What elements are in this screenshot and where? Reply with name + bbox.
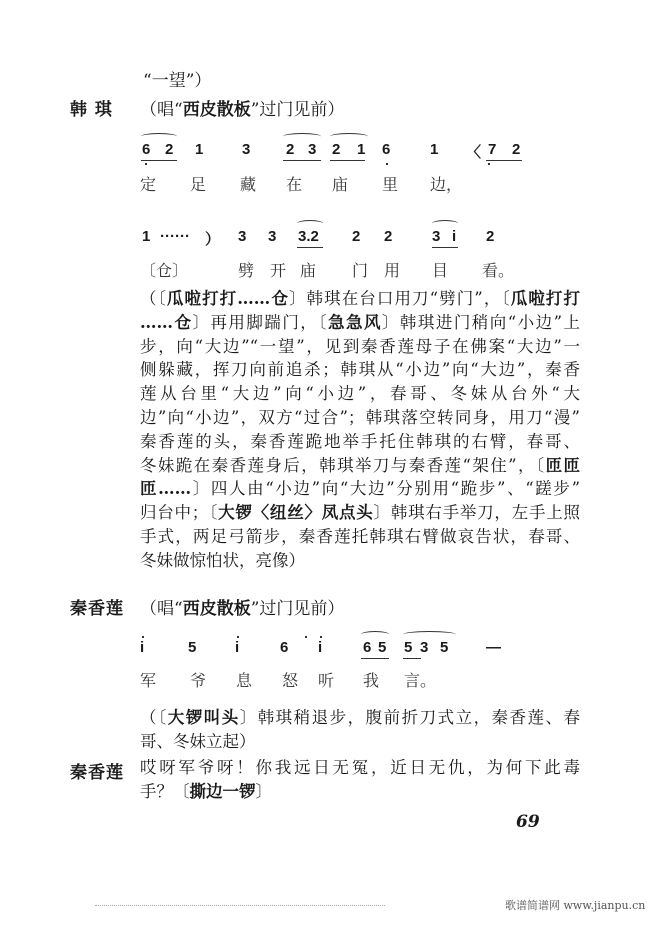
direction-tune: 西皮散板 <box>182 599 251 619</box>
text-line <box>140 780 580 804</box>
sing-direction <box>140 594 344 619</box>
text-line <box>140 501 580 525</box>
scan-artifact-line <box>95 905 385 906</box>
text-segment: 莲从台里“大边”向“小边”，春哥、冬妹从台外“大 <box>140 384 580 404</box>
note: 5 <box>188 639 197 656</box>
note: 5 <box>378 639 387 656</box>
note: 3 <box>432 228 441 245</box>
note: 3 <box>420 639 429 656</box>
text-line <box>140 335 580 359</box>
lyric: 军 <box>140 671 157 690</box>
text-segment: 〕 <box>255 781 272 801</box>
direction-text: ”过门见前） <box>250 100 345 120</box>
note: 6 <box>363 639 372 656</box>
octave-dot <box>305 636 307 638</box>
text-segment: （〔 <box>140 289 167 308</box>
slur-mark <box>141 133 177 140</box>
underline-beam <box>141 160 177 162</box>
text-segment: 侧躲藏，挥刀向前追杀；韩琪从“小边”向“大边”，秦香 <box>140 360 580 380</box>
note: 2 <box>486 228 495 245</box>
watermark: 歌谱简谱网 www.jianpu.cn <box>505 899 646 912</box>
stage-direction-2 <box>140 706 580 754</box>
percussion-cue: 撕边一锣 <box>189 781 256 801</box>
note: 6 <box>142 141 151 158</box>
lyric: 在 <box>286 175 303 194</box>
text-segment: （〔 <box>140 708 168 727</box>
direction-tune: 西皮散板 <box>182 100 251 120</box>
text-segment: 冬妹做惊怕状，亮像） <box>140 550 305 570</box>
text-line <box>140 549 580 573</box>
lyric: 我 <box>363 671 380 690</box>
lyric: 〔仓〕 <box>140 261 189 280</box>
underline-beam <box>361 658 389 660</box>
note: 5 <box>440 639 449 656</box>
lyric: 定 <box>140 175 157 194</box>
direction-text: （唱“ <box>140 599 183 619</box>
underline-beam <box>403 658 421 660</box>
text-segment: 〕再用脚踹门，〔 <box>192 312 328 332</box>
text-line <box>140 756 580 780</box>
note: — <box>486 639 501 656</box>
text-segment: 手式，两足弓箭步，秦香莲托韩琪右臂做哀告状，春哥、 <box>140 526 580 546</box>
lyric: 息 <box>236 671 253 690</box>
stage-direction-1 <box>140 287 580 573</box>
text-line <box>140 525 580 549</box>
page-number: 69 <box>516 812 540 832</box>
octave-dot <box>145 163 147 165</box>
lyric: 里 <box>382 175 399 194</box>
note: i <box>235 639 240 656</box>
dialogue <box>140 756 580 804</box>
text-line <box>140 454 580 478</box>
underline-beam <box>432 247 458 249</box>
percussion-cue: 匝匝 <box>545 455 581 475</box>
text-line <box>140 311 580 335</box>
text-segment: 哥、冬妹立起） <box>140 731 256 751</box>
lyric: 庙 <box>332 175 349 194</box>
text-segment: 步，向“大边”“一望”，见到秦香莲母子在佛案“大边”一 <box>140 336 580 356</box>
note: 2 <box>384 228 393 245</box>
text-segment: 〕四人由“小边”向“大边”分别用“跪步”、“蹉步” <box>191 479 581 499</box>
percussion-cue: 匝…… <box>140 479 192 499</box>
speaker-qin-xianglian: 秦香莲 <box>70 599 124 619</box>
slur-mark <box>330 133 368 140</box>
lyric: 开 <box>270 261 287 280</box>
lyric: 言。 <box>404 671 437 690</box>
slur-mark <box>432 220 458 227</box>
octave-dot <box>488 163 490 165</box>
note: 1 <box>195 141 204 158</box>
text-segment: 归台中；〔 <box>140 503 219 523</box>
text-line <box>140 730 580 754</box>
note: 3 <box>242 141 251 158</box>
speaker-qin-xianglian: 秦香莲 <box>70 763 124 783</box>
note: 2 <box>286 141 295 158</box>
note: 1 <box>430 141 439 158</box>
octave-dot <box>142 636 144 638</box>
octave-dot <box>386 163 388 165</box>
octave-dot <box>237 636 239 638</box>
speaker-han-qi: 韩 琪 <box>70 100 113 120</box>
text-line <box>140 477 580 501</box>
direction-text: ”过门见前） <box>250 599 345 619</box>
note: 3.2 <box>298 228 319 245</box>
percussion-cue: 大锣叫头 <box>167 708 240 727</box>
direction-text: （唱“ <box>140 100 183 120</box>
lyric: 门 <box>352 261 369 280</box>
text-line <box>140 430 580 454</box>
text-line <box>140 287 580 311</box>
underline-beam <box>330 160 365 162</box>
text-line <box>140 706 580 730</box>
note: 3 <box>238 228 247 245</box>
percussion-cue: 急急风 <box>328 312 382 332</box>
slur-mark <box>297 220 323 227</box>
note: 1 <box>357 141 366 158</box>
text-segment: 〕韩琪右手举刀，左手上照 <box>373 503 581 523</box>
lyric: 听 <box>318 671 335 690</box>
note: 5 <box>404 639 413 656</box>
lyric: 劈 <box>238 261 255 280</box>
lyric: 足 <box>190 175 207 194</box>
note: 2 <box>332 141 341 158</box>
note: 3 <box>268 228 277 245</box>
underline-beam <box>283 160 321 162</box>
octave-dot <box>320 636 322 638</box>
note: 6 <box>382 141 391 158</box>
note: 1 <box>142 228 151 245</box>
lyric: 爷 <box>190 671 207 690</box>
note: 7 <box>488 141 497 158</box>
note: 3 <box>308 141 317 158</box>
note: i <box>140 639 145 656</box>
percussion-cue: 大锣〈纽丝〉凤点头 <box>218 503 374 523</box>
intro-tail: “一望”） <box>143 71 212 91</box>
note: 2 <box>165 141 174 158</box>
slur-mark <box>283 133 321 140</box>
text-segment: 手？〔 <box>140 781 190 801</box>
text-segment: 〕韩琪稍退步，腹前折刀式立，秦香莲、春 <box>239 708 581 727</box>
note: i <box>318 639 323 656</box>
text-segment: 〕韩琪在台口用刀“劈门”，〔 <box>288 289 511 308</box>
text-segment: 〕韩琪进门稍向“小边”上 <box>381 312 581 332</box>
text-segment: 边”向“小边”，双方“过合”；韩琪落空转同身，用刀“漫” <box>140 407 580 427</box>
lyric: 看。 <box>482 261 515 280</box>
note: ······ <box>160 228 190 245</box>
slur-mark <box>403 631 456 638</box>
percussion-cue: 瓜啦打打……仓 <box>166 289 289 308</box>
percussion-cue: 瓜啦打打 <box>510 289 581 308</box>
lyric: 目 <box>432 261 449 280</box>
note: i <box>452 228 457 245</box>
text-line <box>140 382 580 406</box>
percussion-cue: ……仓 <box>140 312 193 332</box>
note: 2 <box>512 141 521 158</box>
note: 2 <box>352 228 361 245</box>
note: 6 <box>280 639 289 656</box>
lyric: 边， <box>430 175 463 194</box>
text-segment: 哎呀军爷呀！你我远日无冤，近日无仇，为何下此毒 <box>140 758 580 777</box>
lyric: 藏 <box>240 175 257 194</box>
text-segment: 秦香莲的头，秦香莲跪地举手托住韩琪的右臂，春哥、 <box>140 431 580 451</box>
sing-direction <box>140 95 344 120</box>
underline-beam <box>486 160 522 162</box>
text-segment: 冬妹跪在秦香莲身后，韩琪举刀与秦香莲“架住”，〔 <box>140 455 546 475</box>
slur-mark <box>361 631 389 638</box>
note: 〈 <box>466 144 482 161</box>
text-line <box>140 406 580 430</box>
lyric: 用 <box>384 261 401 280</box>
lyric: 怒 <box>282 671 299 690</box>
underline-beam <box>297 247 323 249</box>
text-line <box>140 358 580 382</box>
lyric: 庙 <box>300 261 317 280</box>
note: ） <box>205 231 221 248</box>
